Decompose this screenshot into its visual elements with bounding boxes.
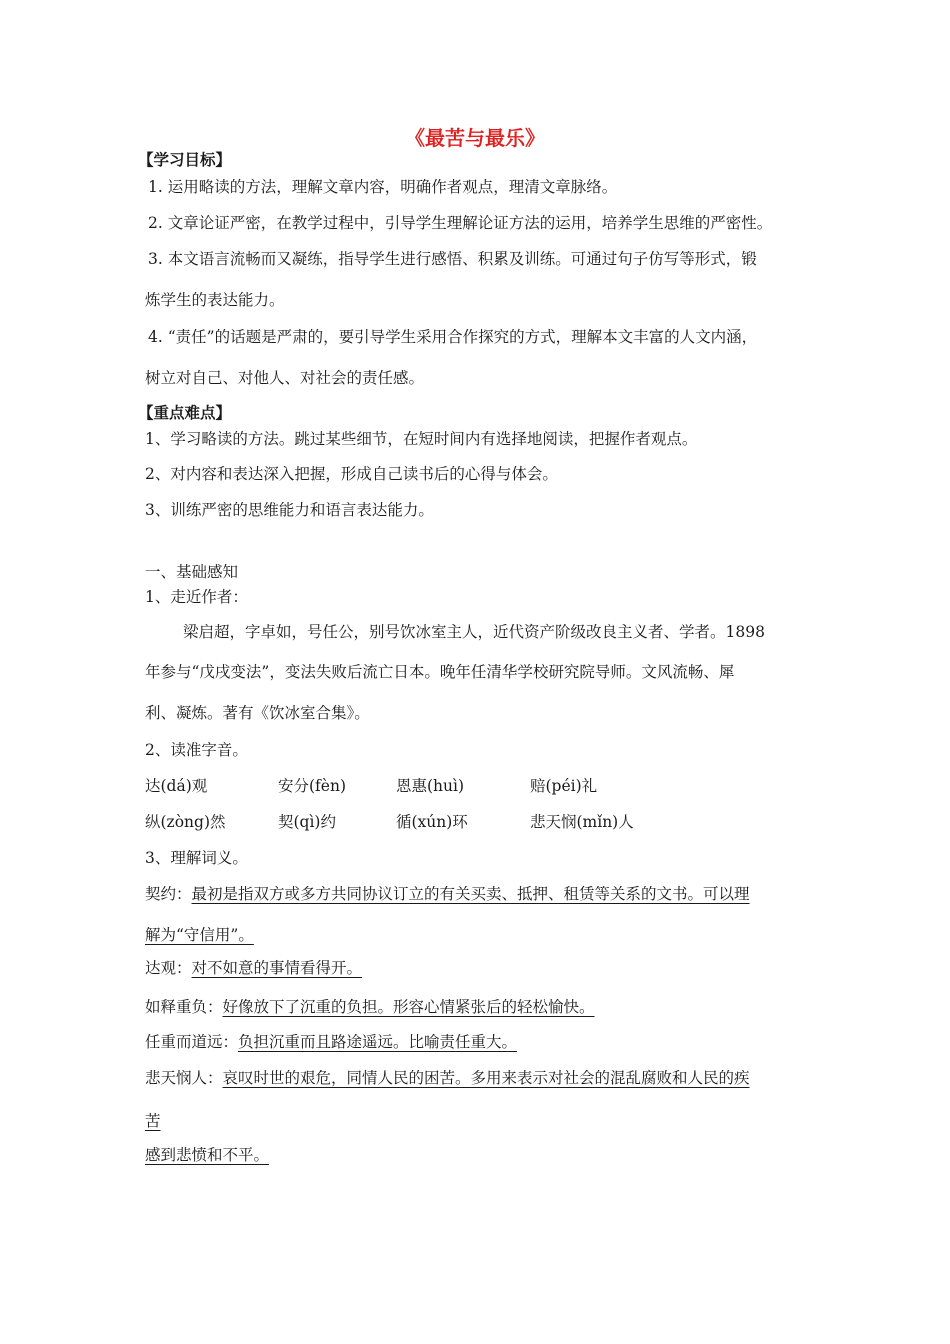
key-point-item: 2、对内容和表达深入把握，形成自己读书后的心得与体会。 <box>145 465 558 483</box>
document-title: 《最苦与最乐》 <box>405 126 545 150</box>
pronunciation-item: 循(xún)环 <box>396 813 468 831</box>
vocab-definition: 好像放下了沉重的负担。形容心情紧张后的轻松愉快。 <box>222 998 595 1016</box>
key-point-item: 3、训练严密的思维能力和语言表达能力。 <box>145 501 434 519</box>
goal-item-continuation: 树立对自己、对他人、对社会的责任感。 <box>145 369 425 387</box>
key-point-item: 1、学习略读的方法。跳过某些细节，在短时间内有选择地阅读，把握作者观点。 <box>145 430 698 448</box>
vocab-entry <box>145 1068 750 1088</box>
vocab-term: 悲天悯人： <box>145 1069 223 1087</box>
vocab-definition-continuation: 解为“守信用”。 <box>145 926 254 944</box>
author-text: 梁启超，字卓如，号任公，别号饮冰室主人，近代资产阶级改良主义者、学者。1898 <box>183 623 765 641</box>
vocab-entry <box>145 958 362 978</box>
vocab-term: 如释重负： <box>145 998 223 1016</box>
key-points-heading: 【重点难点】 <box>138 403 232 422</box>
vocab-definition-continuation: 感到悲愤和不平。 <box>145 1146 270 1164</box>
vocab-entry <box>145 884 750 904</box>
pronunciation-item: 纵(zòng)然 <box>145 813 226 831</box>
pronunciation-item: 安分(fèn) <box>278 777 346 795</box>
vocab-term: 契约： <box>145 885 192 903</box>
vocab-entry <box>145 997 595 1017</box>
vocab-term: 任重而道远： <box>145 1033 239 1051</box>
author-heading: 1、走近作者： <box>145 588 248 606</box>
vocab-term: 达观： <box>145 959 192 977</box>
vocab-definition-continuation: 苦 <box>145 1112 161 1130</box>
goal-item: 3. 本文语言流畅而又凝练，指导学生进行感悟、积累及训练。可通过句子仿写等形式，锻 <box>148 250 757 268</box>
vocab-definition: 最初是指双方或多方共同协议订立的有关买卖、抵押、租赁等关系的文书。可以理 <box>191 885 750 903</box>
goal-item: 2. 文章论证严密，在教学过程中，引导学生理解论证方法的运用，培养学生思维的严密性。 <box>148 214 773 232</box>
pronunciation-item: 契(qì)约 <box>278 813 336 831</box>
pronunciation-item: 悲天悯(mǐn)人 <box>530 813 634 831</box>
vocab-definition: 哀叹时世的艰危，同情人民的困苦。多用来表示对社会的混乱腐败和人民的疾 <box>222 1069 750 1087</box>
vocab-heading: 3、理解词义。 <box>145 849 248 867</box>
vocab-definition: 负担沉重而且路途遥远。比喻责任重大。 <box>238 1033 518 1051</box>
goal-item-continuation: 炼学生的表达能力。 <box>145 291 285 309</box>
goal-item: 1. 运用略读的方法，理解文章内容，明确作者观点，理清文章脉络。 <box>148 178 618 196</box>
section-heading: 一、基础感知 <box>145 563 239 581</box>
author-text: 年参与“戊戌变法”，变法失败后流亡日本。晚年任清华学校研究院导师。文风流畅、犀 <box>145 663 735 681</box>
pronunciation-heading: 2、读准字音。 <box>145 741 248 759</box>
author-text: 利、凝炼。著有《饮冰室合集》。 <box>145 704 370 722</box>
goal-item: 4. “责任”的话题是严肃的，要引导学生采用合作探究的方式，理解本文丰富的人文内涵， <box>148 328 758 346</box>
vocab-definition: 对不如意的事情看得开。 <box>191 959 363 977</box>
pronunciation-item: 赔(péi)礼 <box>530 777 598 795</box>
pronunciation-item: 恩惠(huì) <box>396 777 465 795</box>
goals-heading: 【学习目标】 <box>138 150 232 169</box>
vocab-entry <box>145 1032 517 1052</box>
pronunciation-item: 达(dá)观 <box>145 777 208 795</box>
